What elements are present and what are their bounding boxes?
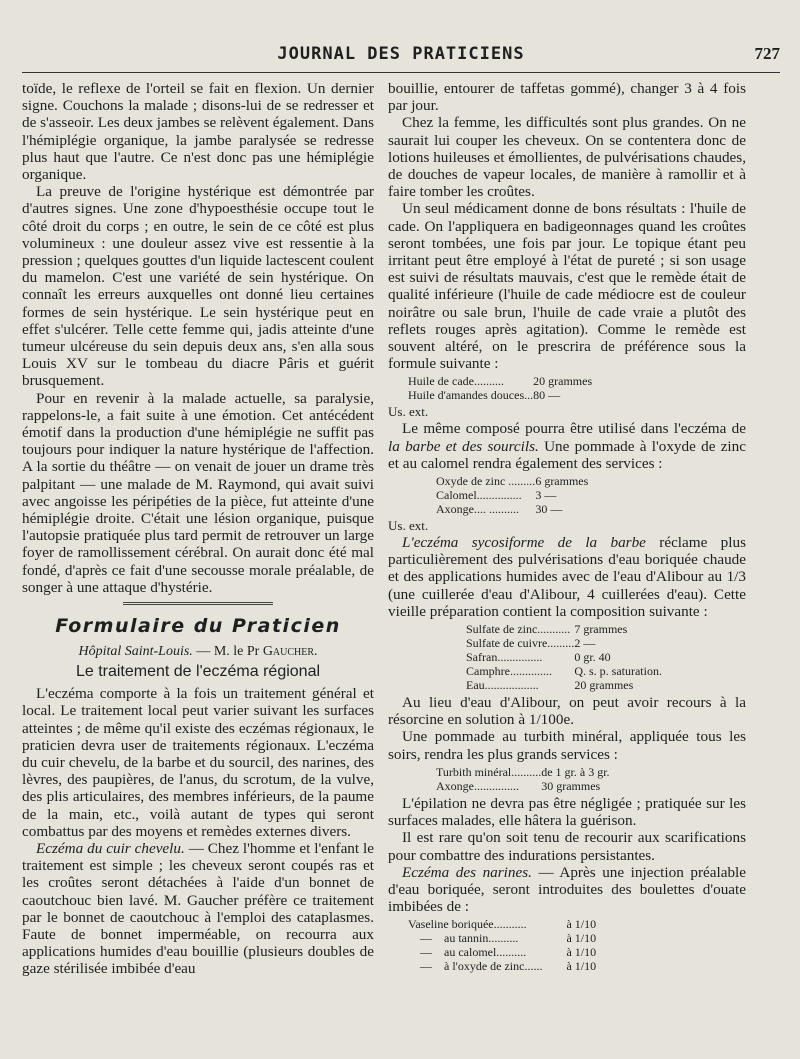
recipe-row (408, 388, 592, 402)
left-column (22, 80, 374, 978)
recipe-row (408, 931, 596, 945)
recipe-table-4 (436, 765, 610, 793)
ingredient: Eau.................. (466, 678, 539, 693)
recipe-table-1 (408, 374, 592, 402)
recipe-row (466, 636, 662, 650)
quantity: 20 grammes (574, 678, 634, 693)
quantity: 80 — (533, 388, 561, 403)
ingredient: Turbith minéral.......... (436, 764, 542, 779)
recipe-row (408, 945, 596, 959)
ingredient: Safran............... (466, 650, 543, 665)
ingredient: Sulfate de cuivre......... (466, 636, 575, 651)
ingredient: Calomel............... (436, 488, 522, 503)
recipe-row (466, 678, 662, 692)
usage-note: Us. ext. (388, 404, 429, 420)
ingredient: Oxyde de zinc ......... (436, 474, 536, 489)
ingredient: — au calomel.......... (408, 945, 527, 960)
recipe-row (436, 488, 588, 502)
recipe-row (466, 664, 662, 678)
recipe-row (466, 622, 662, 636)
recipe-row (436, 765, 610, 779)
paragraph (388, 420, 746, 472)
quantity: à 1/10 (566, 959, 597, 974)
paragraph (388, 864, 746, 916)
journal-title: JOURNAL DES PRATICIENS (277, 44, 525, 64)
paragraph: Au lieu d'eau d'Alibour, on peut avoir recours à la résorcine en solution à 1/100e. (388, 694, 746, 729)
ingredient: — au tannin.......... (408, 931, 519, 946)
paragraph: Il est rare qu'on soit tenu de recourir aux scarifications pour combattre des indurations persistantes. (388, 829, 746, 864)
right-column (388, 80, 746, 975)
paragraph: Une pommade au turbith minéral, appliquée tous les soirs, rendra les plus grands services : (388, 728, 746, 763)
page-number: 727 (754, 44, 780, 63)
ingredient: — à l'oxyde de zinc...... (408, 959, 543, 974)
paragraph-text: Le même composé pourra être utilisé dans l'eczéma de (402, 420, 746, 438)
byline-name: Gaucher. (262, 644, 318, 660)
paragraph: L'eczéma comporte à la fois un traitement général et local. Le traitement local peut varier suivant les surfaces atteintes ; de même qu'il existe des eczémas régionaux, le praticien devra user de traitements régionaux. L'eczéma du cuir chevelu, de la barbe et du sourcil, des narines, des lèvres, des paupières, de l'anus, du scrotum, de la vulve, des plis articulaires, des membres inférieurs, de la paume de la main, etc., voilà autant de types qui seront combattus par des moyens et remèdes externes divers. (22, 685, 374, 840)
recipe-row (436, 502, 588, 516)
quantity: 3 — (535, 488, 557, 503)
subsection-title: Eczéma du cuir chevelu. (36, 839, 185, 857)
paragraph-text: réclame plus particulièrement des pulvérisations d'eau boriquée chaude et des applications humides avec de l'eau d'Alibour au 1/3 (une cuillerée d'eau d'Alibour, 4 cuillerées d'eau). Cette vieille préparation contient la composition suivante : (388, 534, 746, 620)
quantity: 20 grammes (533, 374, 593, 389)
paragraph-text: Une pommade à l'oxyde de zinc et au calomel rendra également des services : (388, 437, 746, 472)
byline (22, 643, 374, 660)
ingredient: Camphre.............. (466, 664, 552, 679)
ingredient: Huile d'amandes douces... (408, 388, 534, 403)
quantity: à 1/10 (566, 945, 597, 960)
recipe-row (436, 779, 610, 793)
paragraph: bouillie, entourer de taffetas gommé), changer 3 à 4 fois par jour. (388, 80, 746, 115)
ingredient: Huile de cade.......... (408, 374, 504, 389)
recipe-row (466, 650, 662, 664)
recipe-table-3 (466, 622, 662, 692)
recipe-row (408, 374, 592, 388)
paragraph (22, 840, 374, 978)
quantity: à 1/10 (566, 931, 597, 946)
ingredient: Axonge.... .......... (436, 502, 519, 517)
quantity: Q. s. p. saturation. (574, 664, 662, 679)
header-rule (22, 72, 780, 73)
subsection-title: Eczéma des narines. (402, 863, 532, 881)
paragraph: Un seul médicament donne de bons résultats : l'huile de cade. On l'appliquera en badigeonnages quand les croûtes seront tombées, une fois par jour. Le topique étant peu irritant peut être employé à l'état de pureté ; si son usage est suivi de résultats mauvais, c'est que le remède était de qualité inférieure (l'huile de cade médiocre est de couleur noirâtre ou sale brun, l'huile de cade vraie a plutôt des reflets rouges après agitation). Comme le remède est souvent altéré, on le prescrira de préférence sous la formule suivante : (388, 200, 746, 373)
paragraph: La preuve de l'origine hystérique est démontrée par d'autres signes. Une zone d'hypoesthésie occupe tout le côté droit du corps ; en outre, le sein de ce côté est plus volumineux : une douleur assez vive est ressentie à la pression ; quelques gouttes d'un liquide lactescent coulent du mamelon. C'est une variété de sein hystérique. On connaît les erreurs auxquelles ont donné lieu certaines formes de sein hystérique. Le sein hystérique peut en effet s'ulcérer. Telle cette femme qui, jadis atteinte d'une tumeur ulcéreuse du sein depuis deux ans, s'en alla sous Louis XV sur le tombeau du diacre Pâris et guérit brusquement. (22, 183, 374, 390)
recipe-row (436, 474, 588, 488)
recipe-table-5 (408, 917, 596, 973)
quantity: 2 — (574, 636, 596, 651)
ingredient: Axonge............... (436, 778, 519, 793)
paragraph: Pour en revenir à la malade actuelle, sa paralysie, rappelons-le, a fait suite à une émotion. Cet antécédent émotif dans la production d'une hémiplégie ne suffit pas toujours pour indiquer la nature hystérique de l'affection. A la sortie du théâtre — on venait de jouer un drame très palpitant — une malade de M. Raymond, qui avait suivi avec angoisse les péripéties de la pièce, fut atteinte d'une hémiplégie droite. C'était une lésion organique, puisque l'autopsie pratiquée plus tard permit de retrouver un large foyer de ramollissement cérébral. On aurait donc été mal fondé, d'après ce fait d'une secousse morale préalable, de songer à une attaque d'hystérie. (22, 389, 374, 596)
running-head (22, 44, 780, 68)
quantity: 0 gr. 40 (574, 650, 611, 665)
quantity: de 1 gr. à 3 gr. (541, 764, 610, 779)
paragraph: Chez la femme, les difficultés sont plus grandes. On ne saurait lui couper les cheveux. On se contentera donc de lotions huileuses et émollientes, de pulvérisations chaudes, de douches de vapeur locales, de manière à ramollir et à faire tomber les croûtes. (388, 114, 746, 201)
paragraph (388, 534, 746, 620)
paragraph: L'épilation ne devra pas être négligée ; pratiquée sur les surfaces malades, elle hâtera la guérison. (388, 794, 746, 830)
quantity: 6 grammes (535, 474, 589, 489)
quantity: 30 grammes (541, 778, 601, 793)
usage-note: Us. ext. (388, 518, 429, 534)
article-title: Le traitement de l'eczéma régional (75, 663, 321, 681)
section-heading: Formulaire du Praticien (55, 615, 341, 638)
paragraph-text: — Chez l'homme et l'enfant le traitement est simple ; les cheveux seront coupés ras et les croûtes seront détachées à l'aide d'un bonnet de caoutchouc bien lavé. M. Gaucher préfère ce traitement par le bonnet de caoutchouc à l'emploi des cataplasmes. Faute de bonnet imperméable, on recourra aux applications humides d'eau bouillie (plusieurs doubles de gaze stérilisée imbibée d'eau (22, 839, 374, 978)
ingredient: Sulfate de zinc........... (466, 622, 571, 637)
recipe-row (408, 959, 596, 973)
emphasis: L'eczéma sycosiforme de la barbe (402, 534, 646, 552)
recipe-row (408, 917, 596, 931)
quantity: à 1/10 (566, 917, 597, 932)
emphasis: la barbe et des sourcils. (388, 437, 539, 455)
byline-doctor: — M. le Pr (196, 644, 260, 660)
recipe-table-2 (436, 474, 588, 516)
quantity: 7 grammes (574, 622, 628, 637)
section-divider (123, 602, 273, 605)
ingredient: Vaseline boriquée........... (408, 917, 527, 932)
quantity: 30 — (535, 502, 563, 517)
byline-hospital: Hôpital Saint-Louis. (78, 644, 193, 660)
paragraph-text: — Après une injection préalable d'eau boriquée, seront introduites des boulettes d'ouate imbibées de : (388, 863, 746, 916)
paragraph: toïde, le reflexe de l'orteil se fait en flexion. Un dernier signe. Couchons la malade ; disons-lui de se redresser et de s'asseoir. Les deux jambes se relèvent également. Dans l'hémiplégie organique, la jambe paralysée se redresse plus haut que l'autre. Ce n'est donc pas une hémiplégie organique. (22, 80, 374, 184)
